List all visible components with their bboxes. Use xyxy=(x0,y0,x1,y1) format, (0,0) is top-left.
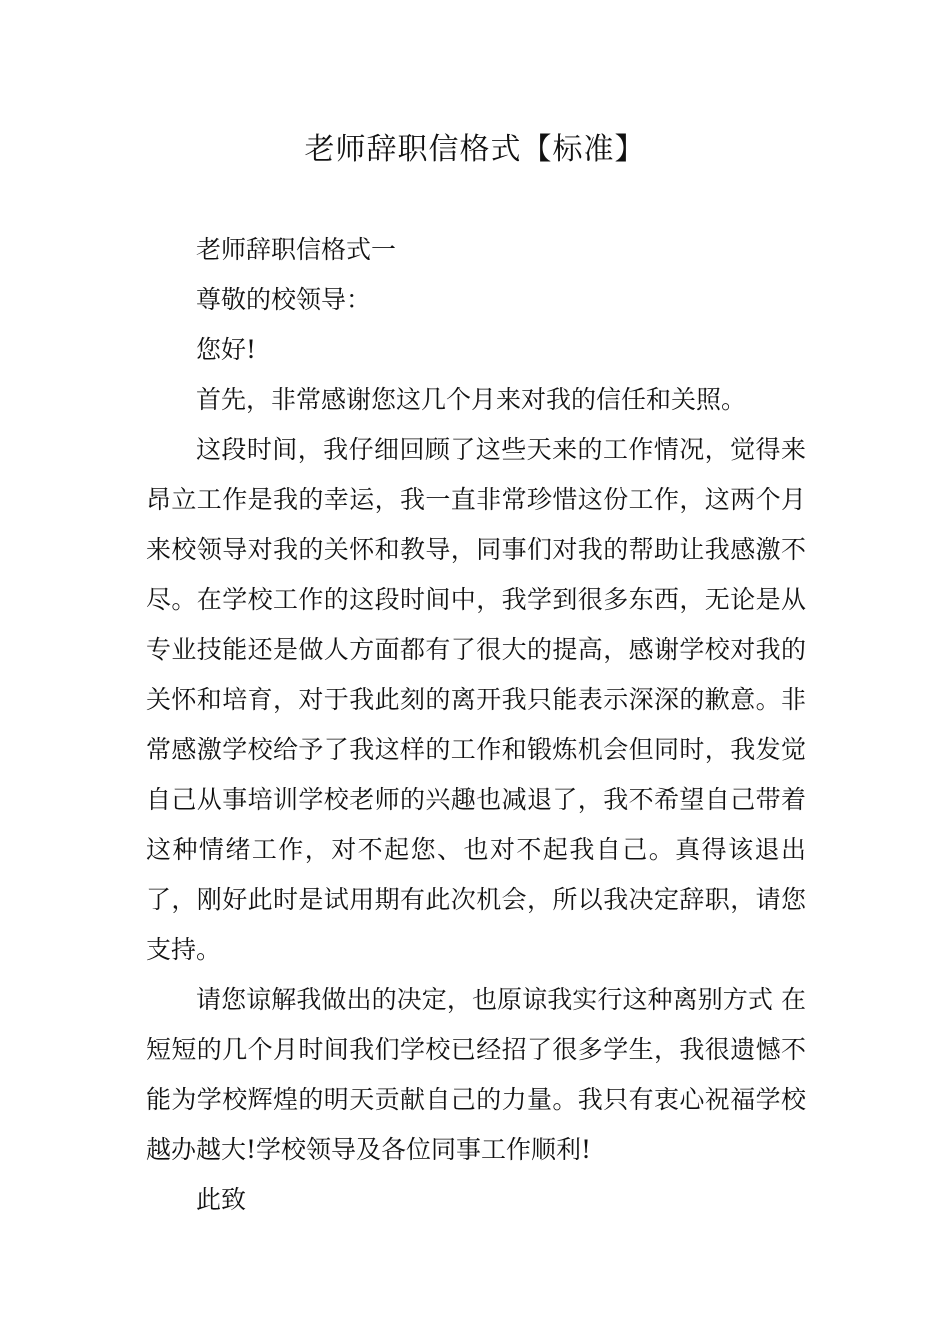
greeting: 您好! xyxy=(196,335,257,364)
paragraph-apology: 请您谅解我做出的决定，也原谅我实行这种离别方式 在短短的几个月时间我们学校已经招了很多学生，我很遗憾不能为学校辉煌的明天贡献自己的力量。我只有衷心祝福学校越办越大!学校领导及各位同事工作顺利! xyxy=(146,985,806,1164)
paragraph-thanks: 首先，非常感谢您这几个月来对我的信任和关照。 xyxy=(196,385,747,414)
paragraph-main: 这段时间，我仔细回顾了这些天来的工作情况，觉得来昂立工作是我的幸运，我一直非常珍惜这份工作，这两个月来校领导对我的关怀和教导，同事们对我的帮助让我感激不尽。在学校工作的这段时间中，我学到很多东西，无论是从专业技能还是做人方面都有了很大的提高，感谢学校对我的关怀和培育，对于我此刻的离开我只能表示深深的歉意。非常感激学校给予了我这样的工作和锻炼机会但同时，我发觉自己从事培训学校老师的兴趣也减退了，我不希望自己带着这种情绪工作，对不起您、也对不起我自己。真得该退出了，刚好此时是试用期有此次机会，所以我决定辞职，请您支持。 xyxy=(146,435,806,964)
section-heading: 老师辞职信格式一 xyxy=(196,235,397,264)
document-body xyxy=(146,225,806,1225)
salutation: 尊敬的校领导： xyxy=(196,285,372,314)
document-title: 老师辞职信格式【标准】 xyxy=(304,132,646,167)
closing: 此致 xyxy=(196,1185,247,1214)
